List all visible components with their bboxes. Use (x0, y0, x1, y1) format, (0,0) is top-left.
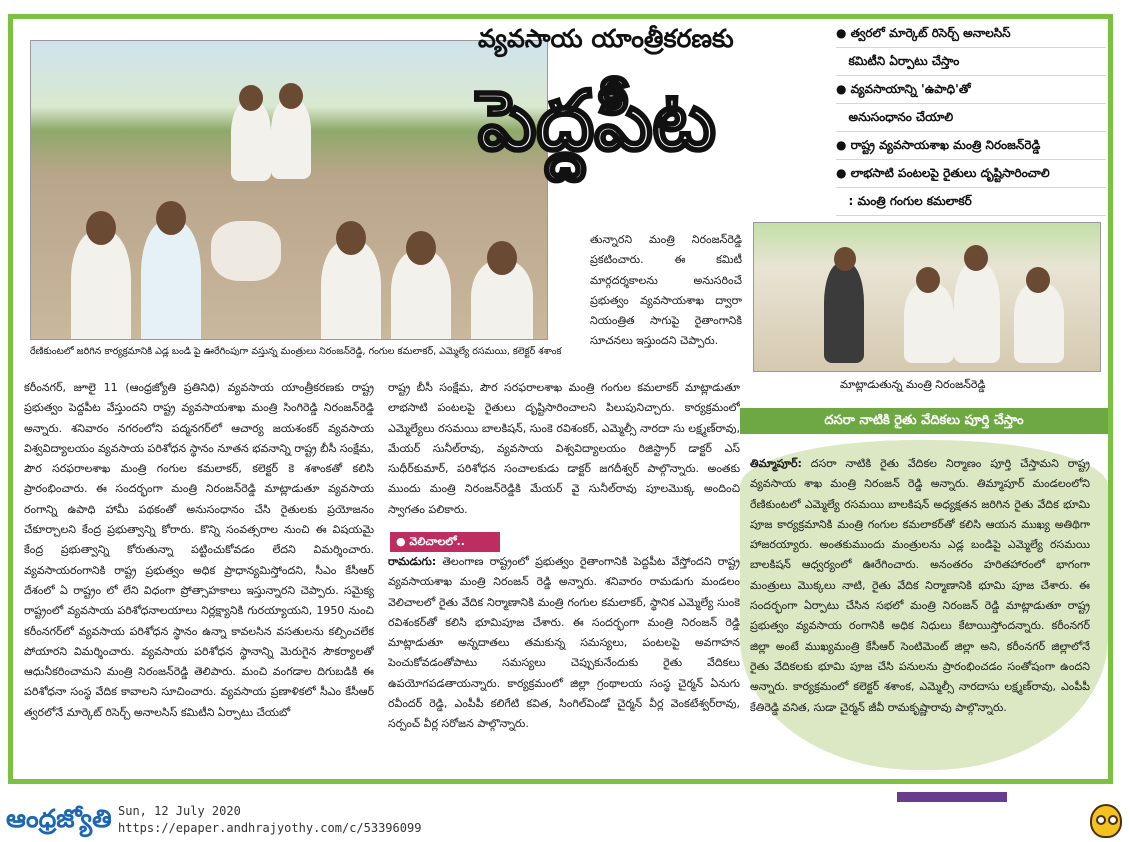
highlights-list (836, 20, 1106, 216)
highlight-item: : మంత్రి గంగుల కమలాకర్ (836, 188, 1106, 216)
next-section-tab (897, 792, 1007, 802)
article-column-1: కరీంనగర్, జూలై 11 (ఆంధ్రజ్యోతి ప్రతినిధి) వ్యవసాయ యాంత్రీకరణకు రాష్ట్ర ప్రభుత్వం పెద్దపీట వేస్తుందని రాష్ట్ర వ్యవసాయశాఖ మంత్రి సింగిరెడ్డి నిరంజన్‌రెడ్డి అన్నారు. శనివారం నగరంలోని పద్మనగర్‌లో ఆచార్య జయశంకర్ వ్యవసాయ విశ్వవిద్యాలయం వ్యవసాయ పరిశోధన స్థానం నూతన భవనాన్ని రాష్ట్ర బీసీ సంక్షేమ, పౌర సరఫరాలశాఖ మంత్రి గంగుల కమలాకర్, కలెక్టర్ కె శశాంకతో కలిసి ప్రారంభించారు. ఈ సందర్భంగా మంత్రి నిరంజన్‌రెడ్డి మాట్లాడుతూ వ్యవసాయ రంగాన్ని ఉపాధి హామీ పథకంతో అనుసంధానం చేసి రైతులకు ప్రయోజనం చేకూర్చాలని కేంద్ర ప్రభుత్వాన్ని కోరారు. కొన్ని సంవత్సరాల నుంచి ఈ విషయమై కేంద్ర ప్రభుత్వాన్ని కోరుతున్నా పట్టించుకోవడం లేదని విమర్శించారు. వ్యవసాయరంగానికి రాష్ట్ర ప్రభుత్వం అధిక ప్రాధాన్యమిస్తోందని, సీఎం కేసీఆర్ దేశంలో ఏ రాష్ట్రం లో లేని విధంగా ప్రోత్సాహకాలు ఇస్తున్నారని చెప్పారు. సమైక్య రాష్ట్రంలో వ్యవసాయ పరిశోధనాలయాలు నిర్లక్ష్యానికి గురయ్యాయని, 1950 నుంచి కరీంనగర్‌లో వ్యవసాయ పరిశోధన స్థానం ఉన్నా కావలసిన వసతులను కల్పించలేక పోయారని విమర్శించారు. వ్యవసాయ పరిశోధన స్థానాన్ని మెరుగైన సౌకర్యాలతో ఆధునీకరించామని మంత్రి నిరంజన్‌రెడ్డి తెలిపారు. మంచి వంగడాల దిగుబడికి ఈ పరిశోధనా సంస్థ వేదిక కావాలని సూచించారు. వ్యవసాయ ప్రణాళికలో సీఎం కేసీఆర్ త్వరలోనే మార్కెట్ రిసెర్చ్ అనాలసిస్ కమిటీని ఏర్పాటు చేయబో (24, 381, 374, 719)
publication-logo[interactable]: ఆంధ్రజ్యోతి (6, 804, 112, 833)
highlight-item: ● త్వరలో మార్కెట్ రిసెర్చ్ అనాలసిస్ (836, 20, 1106, 48)
page-url[interactable]: https://epaper.andhrajyothy.com/c/53396099 (118, 821, 422, 835)
kicker: వ్యవసాయ యాంత్రీకరణకు (478, 24, 734, 53)
highlight-item: ● లాభసాటి పంటలపై రైతులు దృష్టిసారించాలి (836, 160, 1106, 188)
article-column-4: తిమ్మాపూర్: దసరా నాటికి రైతు వేదికల నిర్మాణం పూర్తి చేస్తామని రాష్ట్ర వ్యవసాయ శాఖ మంత్రి నిరంజన్ రెడ్డి అన్నారు. తిమ్మాపూర్ మండలంలోని రేణికుంటలో ఎమ్మెల్యే రసమయి బాలకిషన్ అధ్యక్షతన జరిగిన రైతు వేదిక భూమి పూజ కార్యక్రమానికి మంత్రి గంగుల కమలాకర్‌తో కలిసి ఆయన ముఖ్య అతిథిగా హాజరయ్యారు. అంతకుముందు మంత్రులను ఎడ్ల బండిపై ఎమ్మెల్యే రసమయి బాలకిషన్ ఆధ్వర్యంలో ఊరేగించారు. అనంతరం హరితహారంలో భాగంగా మంత్రులు మొక్కలు నాటి, రైతు వేదిక నిర్మాణానికి భూమి పూజ చేశారు. ఈ సందర్భంగా ఏర్పాటు చేసిన సభలో మంత్రి నిరంజన్ రెడ్డి మాట్లాడుతూ రాష్ట్ర ప్రభుత్వం వ్యవసాయ రంగానికి అధిక నిధులు కేటాయిస్తోందన్నారు. కరీంనగర్ జిల్లా అంటే ముఖ్యమంత్రి కేసీఆర్ సెంటిమెంట్ జిల్లా అని, కరీంనగర్ జిల్లాలోనే రైతు వేదికలకు భూమి పూజ చేసి పనులను ప్రారంభించడం సంతోషంగా ఉందని అన్నారు. కార్యక్రమంలో కలెక్టర్ శశాంక, ఎమ్మెల్సీ నారదాసు లక్ష్మణ్‌రావు, ఎంపీపీ కేతిరెడ్డి వనిత, సుడా చైర్మన్ జీవీ రామకృష్ణారావు పాల్గొన్నారు. (750, 457, 1090, 714)
highlight-item: ● వ్యవసాయాన్ని 'ఉపాధి'తో (836, 76, 1106, 104)
highlight-item: కమిటీని ఏర్పాటు చేస్తాం (836, 48, 1106, 76)
highlight-item: ● రాష్ట్ర వ్యవసాయశాఖ మంత్రి నిరంజన్‌రెడ్డి (836, 132, 1106, 160)
sidebar-heading: ● వెలిచాలలో.. (390, 532, 500, 552)
main-photo (30, 40, 548, 340)
main-photo-caption: రేణికుంటలో జరిగిన కార్యక్రమానికి ఎడ్ల బండి పై ఊరేగింపుగా వస్తున్న మంత్రులు నిరంజన్‌రెడ్డి, గంగుల కమలాకర్, ఎమ్మెల్యే రసమయి, కలెక్టర్ శశాంక (30, 346, 562, 357)
second-photo-caption: మాట్లాడుతున్న మంత్రి నిరంజన్‌రెడ్డి (840, 378, 986, 391)
second-photo (753, 222, 1101, 372)
article-column-top: తున్నారని మంత్రి నిరంజన్‌రెడ్డి ప్రకటించారు. ఈ కమిటీ మార్గదర్శకాలను అనుసరించే ప్రభుత్వం వ్యవసాయశాఖ ద్వారా నియంత్రిత సాగుపై రైతాంగానికి సూచనలు ఇస్తుందని చెప్పారు. (590, 233, 742, 348)
article-column-2: రాష్ట్ర బీసీ సంక్షేమ, పౌర సరఫరాలశాఖ మంత్రి గంగుల కమలాకర్ మాట్లాడుతూ లాభసాటి పంటలపై రైతులు దృష్టిసారించాలని పిలుపునిచ్చారు. కార్యక్రమంలో ఎమ్మెల్యేలు రసమయి బాలకిషన్, సుంకె రవిశంకర్, ఎమ్మెల్సీ నారదా సు లక్ష్మణ్‌రావు, మేయర్ సునీల్‌రావు, వ్యవసాయ విశ్వవిద్యాలయం రిజిస్ట్రార్ డాక్టర్ ఎస్ సుధీర్‌కుమార్, పరిశోధన సంచాలకుడు డాక్టర్ జగదీశ్వర్ పాల్గొన్నారు. అంతకు ముందు మంత్రి నిరంజన్‌రెడ్డికి మేయర్ వై సునీల్‌రావు పూలమొక్క అందించి స్వాగతం పలికారు. (388, 381, 740, 516)
article-column-3: రామడుగు: తెలంగాణ రాష్ట్రంలో ప్రభుత్వం రైతాంగానికి పెద్దపీట వేస్తోందని రాష్ట్ర వ్యవసాయశాఖ మంత్రి నిరంజన్ రెడ్డి అన్నారు. శనివారం రామడుగు మండలం వెలిచాలలో రైతు వేదిక నిర్మాణానికి మంత్రి గంగుల కమలాకర్, స్థానిక ఎమ్మెల్యే సుంకె రవిశంకర్‌తో కలిసి భూమిపూజ చేశారు. ఈ సందర్భంగా మంత్రి నిరంజన్ రెడ్డి మాట్లాడుతూ అన్నదాతలు తమకున్న సమస్యలు, పంటలపై అవగాహన పెంచుకోవడంతోపాటు సమస్యలు చెప్పుకునేందుకు రైతు వేదికలు ఉపయోగపడతాయన్నారు. కార్యక్రమంలో జిల్లా గ్రంథాలయ సంస్థ చైర్మన్ ఏనుగు రవీందర్ రెడ్డి, ఎంపీపీ కలిగేటి కవిత, సింగిల్‌విండో చైర్మన్ వీర్ల వెంకటేశ్వర్‌రావు, సర్పంచ్ వీర్ల సరోజన పాల్గొన్నారు. (388, 555, 740, 731)
edition-date: Sun, 12 July 2020 (118, 804, 241, 818)
owl-mascot-icon (1090, 804, 1122, 838)
headline: పెద్దపీట (478, 73, 716, 169)
highlight-item: అనుసంధానం చేయాలి (836, 104, 1106, 132)
box-title: దసరా నాటికి రైతు వేదికలు పూర్తి చేస్తాం (740, 408, 1108, 434)
